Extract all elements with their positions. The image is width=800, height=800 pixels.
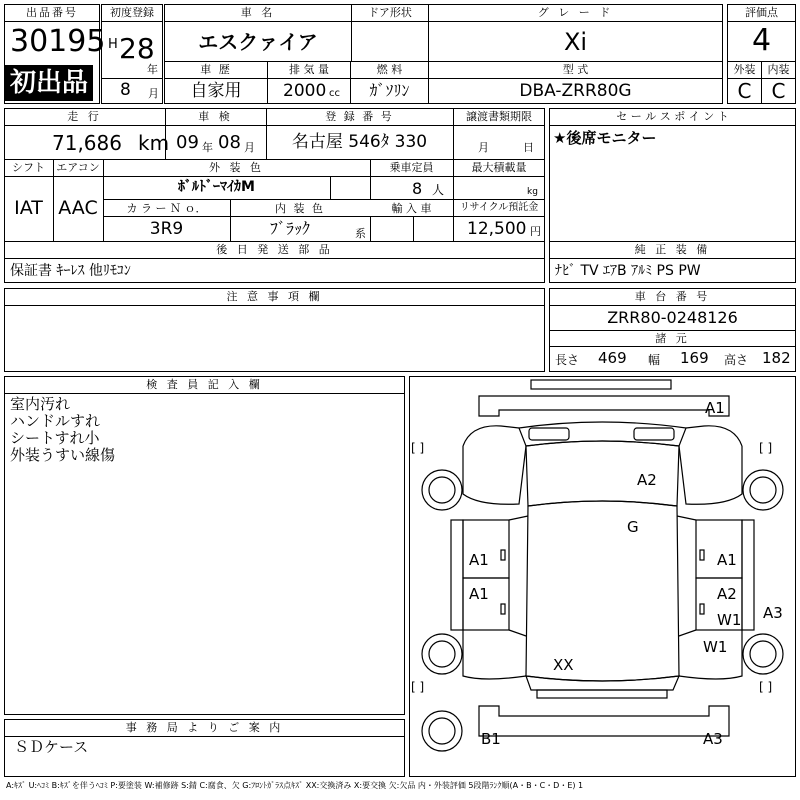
height: 182 — [762, 349, 791, 367]
mileage-label: 走 行 — [67, 110, 102, 123]
lot-number: 30195 — [10, 24, 106, 59]
shift-label: シフト — [12, 161, 45, 174]
ext-color: ﾎﾞﾙﾄﾞｰﾏｲｶM — [178, 179, 255, 195]
width: 169 — [680, 349, 709, 367]
interior-label: 内装 — [767, 63, 790, 76]
mark-rear-glass: XX — [553, 656, 574, 674]
mark-right-rear-door-2: W1 — [717, 611, 742, 629]
displacement: 2000 — [283, 81, 327, 101]
era-letter: H — [108, 37, 118, 52]
length-label: 長さ — [555, 353, 580, 367]
mark-right-quarter: W1 — [703, 638, 728, 656]
recycle-label: リサイクル預託金 — [459, 202, 539, 213]
caution-label: 注 意 事 項 欄 — [226, 290, 323, 303]
mark-hood: A2 — [637, 471, 657, 489]
fuel-label: 燃 料 — [376, 63, 403, 76]
car-damage-diagram — [409, 376, 796, 777]
int-color-label: 内 装 色 — [275, 202, 325, 215]
chassis-label: 車 台 番 号 — [634, 290, 711, 303]
inspection-month-unit: 月 — [244, 141, 255, 154]
month-unit: 月 — [148, 87, 159, 100]
lot-no-label: 出品番号 — [26, 6, 78, 19]
score: 4 — [751, 23, 772, 58]
plate-label: 登 録 番 号 — [325, 110, 394, 123]
model-label: 型 式 — [562, 63, 589, 76]
height-label: 高さ — [724, 353, 749, 367]
recycle-unit: 円 — [530, 225, 541, 238]
transfer-month: 月 — [478, 141, 489, 154]
year-unit: 年 — [147, 63, 158, 76]
capacity: 8 — [412, 179, 423, 198]
inspection-label: 車 検 — [198, 110, 233, 123]
transfer-day: 日 — [523, 141, 534, 154]
office-text: ＳＤケース — [14, 738, 89, 756]
mark-rear-bumper-left: B1 — [481, 730, 501, 748]
exterior-grade: C — [737, 79, 752, 103]
first-listing-badge: 初出品 — [5, 65, 93, 101]
inspector-line: 室内汚れ — [10, 395, 71, 413]
inspector-line: シートすれ小 — [10, 429, 100, 447]
legend-text: A:ｷｽﾞ U:ﾍｺﾐ B:ｷｽﾞを伴うﾍｺﾐ P:要塗装 W:補修跡 S:錆 C:腐食、欠 G:ﾌﾛﾝﾄｶﾞﾗｽ点ｷｽﾞ XX:交換済み X:要交換 欠:欠品 内・外装評価 5段階ﾗﾝｸ順(A・B・C・D・E) 1 — [6, 781, 584, 790]
score-label: 評価点 — [745, 6, 778, 19]
ext-color-label: 外 装 色 — [209, 161, 264, 174]
grade: Xi — [563, 28, 588, 56]
import-label: 輸 入 車 — [391, 202, 432, 215]
mark-roof: G — [627, 518, 639, 536]
door-label: ドア形状 — [368, 6, 412, 19]
interior-grade: C — [771, 79, 786, 103]
mileage: 71,686 — [52, 131, 122, 155]
later-parts-label: 後 日 発 送 部 品 — [216, 243, 333, 256]
inspection-year: 09 — [176, 132, 199, 153]
chassis-number: ZRR80-0248126 — [607, 308, 738, 327]
recycle-fee: 12,500 — [467, 219, 527, 239]
equipment: ﾅﾋﾞ TV ｴｱB ｱﾙﾐ PS PW — [555, 263, 701, 279]
ac-value: AAC — [58, 197, 98, 219]
length: 469 — [598, 349, 627, 367]
exterior-label: 外装 — [733, 63, 756, 76]
displacement-label: 排 気 量 — [289, 63, 329, 76]
inspector-line: 外装うすい線傷 — [10, 446, 116, 464]
mark-rear-bumper-right: A3 — [703, 730, 723, 748]
model: DBA-ZRR80G — [519, 81, 632, 101]
ac-label: エアコン — [56, 161, 100, 174]
office-label: 事 務 局 よ り ご 案 内 — [125, 721, 284, 734]
mark-front-bumper: A1 — [705, 399, 725, 417]
inspector-line: ハンドルすれ — [10, 412, 101, 430]
color-no: 3R9 — [149, 219, 184, 239]
bracket-front-right: [ ] — [759, 441, 773, 455]
bracket-rear-left: [ ] — [411, 680, 425, 694]
first-reg-label: 初度登録 — [110, 6, 154, 19]
mark-right-rear-door: A2 — [717, 585, 737, 603]
bracket-front-left: [ ] — [411, 441, 425, 455]
shift-value: IAT — [14, 197, 43, 219]
width-label: 幅 — [648, 353, 661, 367]
inspection-month: 08 — [218, 132, 241, 153]
car-name: エスクァイア — [198, 30, 318, 54]
bracket-rear-right: [ ] — [759, 680, 773, 694]
mark-right-front-door: A1 — [717, 551, 737, 569]
inspection-year-unit: 年 — [202, 141, 213, 154]
mileage-unit: km — [138, 131, 170, 155]
sales-point: ★後席モニター — [553, 129, 657, 147]
mark-left-rear-door: A1 — [469, 585, 489, 603]
mark-right-rear-panel: A3 — [763, 604, 783, 622]
first-reg-year: 28 — [119, 32, 155, 65]
int-color-unit: 系 — [355, 227, 366, 240]
history: 自家用 — [190, 81, 242, 101]
plate-number: 名古屋 546ﾀ 330 — [291, 132, 428, 152]
displacement-unit: cc — [329, 88, 340, 99]
equipment-label: 純 正 装 備 — [634, 243, 711, 256]
inspector-label: 検 査 員 記 入 欄 — [146, 378, 263, 391]
capacity-unit: 人 — [432, 183, 445, 197]
fuel: ｶﾞｿﾘﾝ — [369, 81, 410, 100]
history-label: 車 歴 — [200, 63, 232, 76]
sales-point-label: セ ー ル ス ポ イ ン ト — [616, 110, 729, 123]
car-name-label: 車 名 — [240, 6, 276, 19]
color-no-label: カ ラ ー Ｎ ｏ． — [126, 202, 207, 215]
max-load-label: 最大積載量 — [471, 161, 527, 174]
capacity-label: 乗車定員 — [389, 161, 434, 174]
later-parts: 保証書 ｷｰﾚｽ 他ﾘﾓｺﾝ — [10, 263, 131, 279]
grade-label: グ レ ー ド — [537, 6, 614, 19]
int-color: ﾌﾞﾗｯｸ — [269, 219, 310, 238]
transfer-label: 譲渡書類期限 — [466, 110, 532, 123]
mark-left-front-door: A1 — [469, 551, 489, 569]
max-load-unit: kg — [527, 187, 538, 197]
first-reg-month: 8 — [120, 80, 131, 100]
dims-label: 諸 元 — [655, 332, 690, 345]
